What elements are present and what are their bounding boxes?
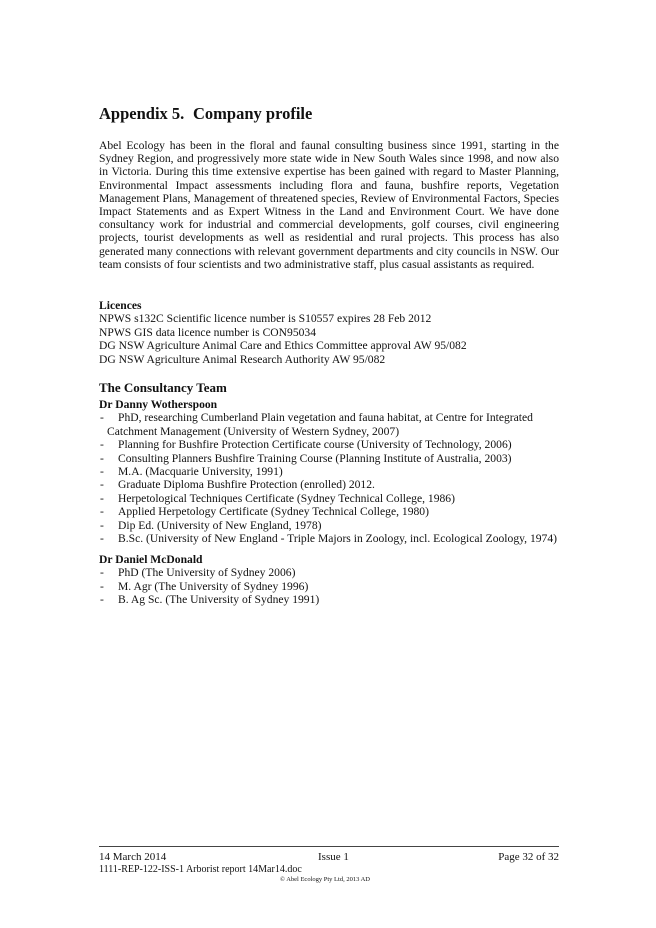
member-name: Dr Daniel McDonald — [99, 553, 203, 566]
qualification-text: Applied Herpetology Certificate (Sydney Technical College, 1980) — [118, 505, 429, 519]
qualification-text: Herpetological Techniques Certificate (Sydney Technical College, 1986) — [118, 491, 455, 505]
member-name: Dr Danny Wotherspoon — [99, 398, 218, 411]
footer-page-number: Page 32 of 32 — [498, 851, 559, 863]
qualification-item — [99, 452, 569, 465]
licence-item: DG NSW Agriculture Animal Care and Ethics Committee approval AW 95/082 — [99, 339, 467, 353]
dash-bullet: - — [100, 505, 104, 519]
qualification-item — [99, 505, 569, 518]
qualification-text: PhD (The University of Sydney 2006) — [118, 566, 296, 580]
qualification-item — [99, 492, 569, 505]
footer-date: 14 March 2014 — [99, 851, 167, 863]
page-heading — [99, 104, 312, 124]
dash-bullet: - — [100, 491, 104, 505]
team-member-wotherspoon — [99, 398, 569, 545]
dash-bullet: - — [100, 438, 104, 452]
licence-item: NPWS GIS data licence number is CON95034 — [99, 325, 317, 339]
qualification-text-continued: Catchment Management (University of Western Sydney, 2007) — [107, 424, 400, 438]
dash-bullet: - — [100, 579, 104, 593]
dash-bullet: - — [100, 411, 104, 425]
licence-item: DG NSW Agriculture Animal Research Authority AW 95/082 — [99, 352, 386, 366]
footer-copyright: © Abel Ecology Pty Ltd, 2013 AD — [280, 876, 370, 883]
licences-heading: Licences — [99, 299, 142, 312]
licences-section — [99, 299, 569, 366]
qualification-text: Consulting Planners Bushfire Training Course (Planning Institute of Australia, 2003) — [118, 451, 512, 465]
appendix-title: Company profile — [193, 104, 313, 123]
dash-bullet: - — [100, 593, 104, 607]
footer-divider — [99, 846, 559, 847]
qualification-text: Planning for Bushfire Protection Certificate course (University of Technology, 2006) — [118, 438, 512, 452]
dash-bullet: - — [100, 518, 104, 532]
qualification-text: Dip Ed. (University of New England, 1978) — [118, 518, 322, 532]
qualification-item — [99, 411, 569, 438]
dash-bullet: - — [100, 478, 104, 492]
qualification-item — [99, 465, 569, 478]
dash-bullet: - — [100, 451, 104, 465]
qualification-item — [99, 593, 569, 606]
qualification-text: M.A. (Macquarie University, 1991) — [118, 465, 283, 479]
qualification-text: M. Agr (The University of Sydney 1996) — [118, 579, 309, 593]
qualification-text: Graduate Diploma Bushfire Protection (enrolled) 2012. — [118, 478, 375, 492]
dash-bullet: - — [100, 465, 104, 479]
qualification-text: PhD, researching Cumberland Plain vegetation and fauna habitat, at Centre for Integrated — [118, 411, 533, 425]
qualification-list — [99, 566, 569, 606]
qualification-list — [99, 411, 569, 545]
licence-item: NPWS s132C Scientific licence number is S10557 expires 28 Feb 2012 — [99, 312, 432, 326]
team-heading: The Consultancy Team — [99, 380, 227, 395]
qualification-text: B.Sc. (University of New England - Triple Majors in Zoology, incl. Ecological Zoology, 1974) — [118, 532, 557, 546]
qualification-item — [99, 478, 569, 491]
qualification-item — [99, 580, 569, 593]
footer-document-name: 1111-REP-122-ISS-1 Arborist report 14Mar14.doc — [99, 864, 302, 875]
dash-bullet: - — [100, 532, 104, 546]
qualification-item — [99, 532, 569, 545]
qualification-item — [99, 519, 569, 532]
qualification-item — [99, 438, 569, 451]
intro-paragraph: Abel Ecology has been in the floral and faunal consulting business since 1991, starting in the Sydney Region, and progressively more state wide in New South Wales since 1998, and now also in Victoria. During this time extensive expertise has been gained with regard to Master Planning, Environmental Impact assessments including flora and fauna, bushfire reports, Vegetation Management Plans, Management of threatened species, Review of Environmental Factors, Species Impact Statements and as Expert Witness in the Land and Environment Court. We have done consultancy work for industrial and commercial developments, golf courses, civil engineering projects, tourist developments as well as residential and rural projects. This process has also generated many connections with relevant government departments and city councils in NSW. Our team consists of four scientists and two administrative staff, plus casual assistants as required. — [99, 139, 559, 271]
qualification-text: B. Ag Sc. (The University of Sydney 1991) — [118, 593, 320, 607]
team-member-mcdonald — [99, 553, 569, 607]
appendix-number: Appendix 5. — [99, 104, 185, 123]
footer-issue: Issue 1 — [318, 851, 349, 863]
qualification-item — [99, 566, 569, 579]
dash-bullet: - — [100, 566, 104, 580]
